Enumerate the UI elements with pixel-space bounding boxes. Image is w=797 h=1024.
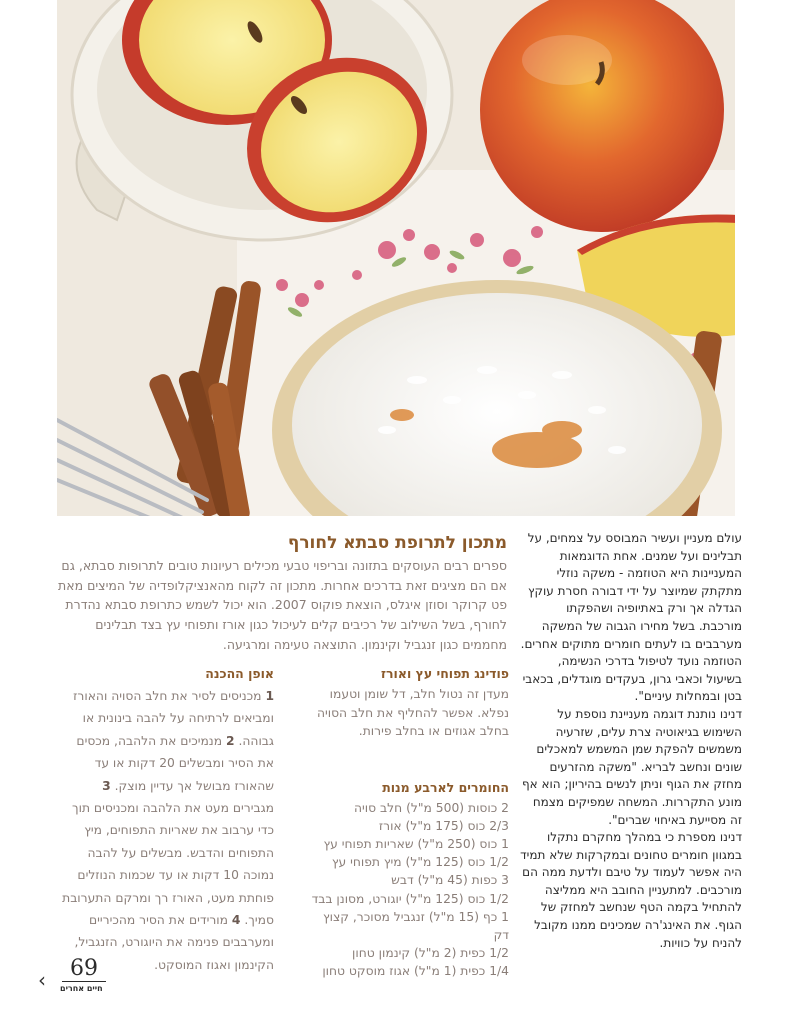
side-paragraph: דנינו נותנת דוגמה מעניינת נוספת על השימוש בגיאוטיה צרת עלים, שזרעיה משמשים להפקת שמן המשמש למאכלים שונים ונחשב לבריא. "משקה מהזרעים מחזק את הגוף וניתן לנשים בהיריון; הוא אף מונע התקררות. המשחה שמפיקים מצמח זה מסייעת באיחוי שברים". <box>521 706 742 827</box>
ingredient-item: 3 כפות (45 מ"ל) דבש <box>391 873 509 888</box>
ingredients-list <box>305 799 509 981</box>
step-text: מורידים את הסיר מהכיריים ומערבבים פנימה את היוגורט, הזנגביל, הקינמון ואגוז המוסקט. <box>74 913 274 972</box>
step-number: 4 <box>231 913 241 928</box>
side-paragraph: דנינו מספרת כי במהלך מחקרם נתקלו במגוון חומרים טחונים ובמקרקות שלא תמיד היה אפשר לעמוד על טיבם ולדעת ממה הם מורכבים. למתעניין החובב היא ממליצה להתחיל בקמה הטף שנחשב למחזק של הגוף. את האינג'רה שמכינים ממנו מקובל להניח על כוויות. <box>520 830 742 950</box>
method-text <box>62 685 274 976</box>
method-column <box>62 665 274 976</box>
recipe-description: מעדן זה נטול חלב, דל שומן וטעמו נפלא. אפשר להחליף את חלב הסויה בחלב אגוזים או בחלב פירות. <box>316 687 509 738</box>
page-number: 69 <box>70 956 98 981</box>
recipe-column <box>305 665 509 981</box>
step-number: 3 <box>102 778 111 793</box>
article-intro <box>57 532 507 655</box>
step-number: 2 <box>226 733 235 748</box>
step-text: מכניסים לסיר את חלב הסויה והאורז ומביאים לרתיחה על להבה בינונית או גבוהה. <box>73 689 274 748</box>
method-title: אופן ההכנה <box>205 666 274 681</box>
side-column <box>520 530 742 952</box>
previous-page-chevron-icon[interactable]: ‹ <box>38 968 46 992</box>
step-text: מגבירים מעט את הלהבה ומכניסים תוך כדי ערבוב את שאריות התפוחים, מיץ התפוחים והדבש. מבשלים על להבה נמוכה 10 דקות או עד שכמות הנוזלים פוחתת מעט, האורז רך ומרקם התערובת סמיך. <box>62 801 274 928</box>
step-number: 1 <box>265 689 274 703</box>
page-number-divider <box>62 981 106 982</box>
ingredients-title: החומרים לארבע מנות <box>382 779 509 795</box>
ingredient-item: 1 כף (15 מ"ל) זנגביל מסוכר, קצוץ דק <box>322 909 509 942</box>
article-lead: ספרים רבים העוסקים בתזונה ובריפוי טבעי מכילים רעיונות טובים לתרופות סבתא, גם אם הם מציגים זאת בדרכים אחרות. מתכון זה לקוח מהאנציקלופדיה של המיצים מאת פט קרוקר וסוזן איגלס, הוצאת פוקוס 2007. הוא יכול לשמש כתרופת סבתא נהדרת לחורף, בשל השילוב של רכיבים קלים לעיכול כגון אורז ותפוחי עץ בצד תבלינים מחממים כגון זנגביל וקינמון. התוצאה טעימה ומרגיעה. <box>58 558 507 652</box>
step-text: מנמיכים את הלהבה, מכסים את הסיר ומבשלים 20 דקות או עד שהאורז מבושל אך עדיין מוצק. <box>76 733 274 793</box>
ingredient-item: 1/2 כפית (2 מ"ל) קינמון טחון <box>352 946 509 961</box>
ingredient-item: 1/2 כוס (125 מ"ל) יוגורט, מסונן בבד <box>311 891 509 906</box>
publication-name: חיים אחרים <box>60 984 103 993</box>
ingredient-item: 2/3 כוס (175 מ"ל) אורז <box>378 818 509 833</box>
ingredient-item: 1/2 כוס (125 מ"ל) מיץ תפוחי עץ <box>331 855 509 870</box>
ingredient-item: 1/4 כפית (1 מ"ל) אגוז מוסקט טחון <box>322 964 509 979</box>
recipe-name: פודינג תפוחי עץ ואורז <box>381 666 509 681</box>
article-photo <box>57 0 735 516</box>
ingredient-item: 2 כוסות (500 מ"ל) חלב סויה <box>354 800 509 815</box>
ingredient-item: 1 כוס (250 מ"ל) שאריות תפוחי עץ <box>323 836 509 851</box>
side-paragraph: עולם מעניין ועשיר המבוסס על צמחים, על תבלינים ועל שמנים. אחת הדוגמאות המעניינות היא הטוזמה - משקה נוזלי מתקתק שמיוצר על ידי דבורה חסרת עוקץ הגדלה אך ורק באתיופיה ושהפקתו מורכבת. בשל מחירו הגבוה של המשקה מערבבים בו לעתים חומרים מתוקים אחרים. הטוזמה נועד לטיפול בדרכי הנשימה, בשיעול וכאבי גרון, בעקדים מוגדלים, בכאבי בטן ובמחלות עיניים". <box>520 531 742 704</box>
article-title: מתכון לתרופת סבתא לחורף <box>287 533 507 553</box>
